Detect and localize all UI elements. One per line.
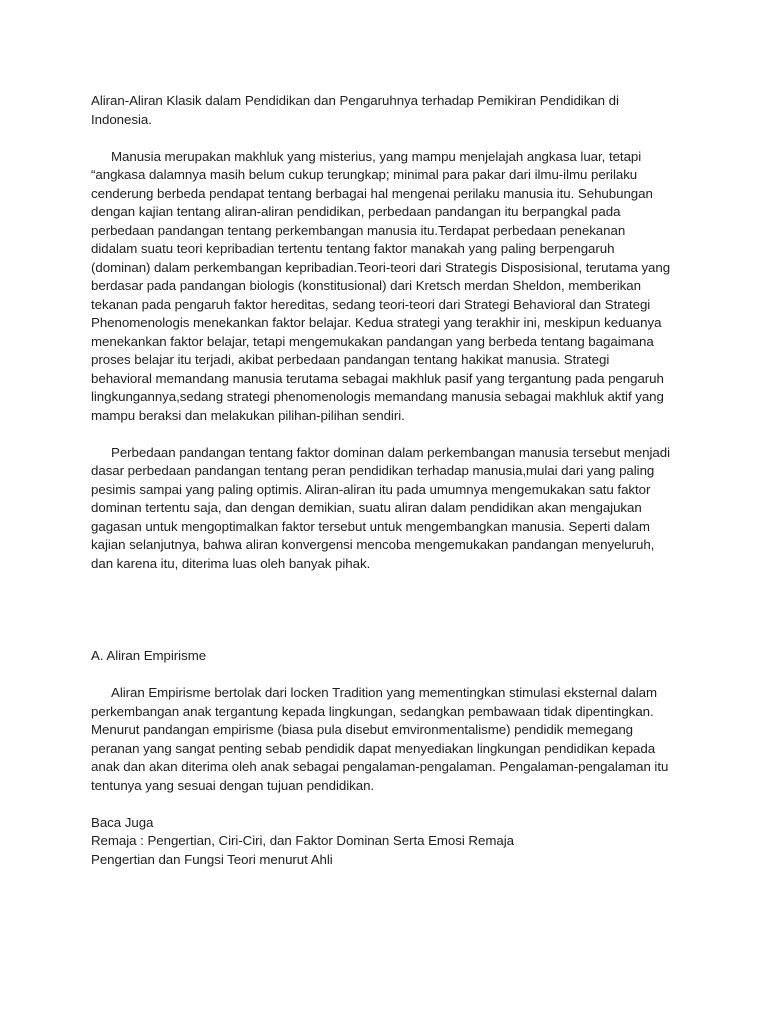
paragraph-gap: [91, 666, 671, 685]
see-also-link-remaja[interactable]: Remaja : Pengertian, Ciri-Ciri, dan Faktor Dominan Serta Emosi Remaja: [91, 833, 514, 848]
paragraph-intro: Manusia merupakan makhluk yang misterius, yang mampu menjelajah angkasa luar, tetapi “angkasa dalamnya masih belum cukup terungkap; minimal para pakar dari ilmu-ilmu perilaku cenderung berbeda pendapat tentang berbagai hal mengenai perilaku manusia itu. Sehubungan dengan kajian tentang aliran-aliran pendidikan, perbedaan pandangan itu berpangkal pada perbedaan pandangan tentang perkembangan manusia itu.Terdapat perbedaan penekanan didalam suatu teori kepribadian tertentu tentang faktor manakah yang paling berpengaruh (dominan) dalam perkembangan kepribadian.Teori-teori dari Strategis Disposisional, terutama yang berdasar pada pandangan biologis (konstitusional) dari Kretsch merdan Sheldon, memberikan tekanan pada pengaruh faktor hereditas, sedang teori-teori dari Strategi Behavioral dan Strategi Phenomenologis menekankan faktor belajar. Kedua strategi yang terakhir ini, meskipun keduanya menekankan faktor belajar, tetapi mengemukakan pandangan yang berbeda tentang bagaimana proses belajar itu terjadi, akibat perbedaan pandangan tentang hakikat manusia. Strategi behavioral memandang manusia terutama sebagai makhluk pasif yang tergantung pada pengaruh lingkungannya,sedang strategi phenomenologis memandang manusia sebagai makhluk aktif yang mampu beraksi dan melakukan pilihan-pilihan sendiri.: [91, 148, 671, 423]
document-body: [91, 92, 671, 869]
paragraph-gap: [91, 795, 671, 814]
paragraph-dominant-factor: Perbedaan pandangan tentang faktor dominan dalam perkembangan manusia tersebut menjadi dasar perbedaan pandangan tentang peran pendidikan terhadap manusia,mulai dari yang paling pesimis sampai yang paling optimis. Aliran-aliran itu pada umumnya mengemukakan satu faktor dominan tertentu saja, dan dengan demikian, suatu aliran dalam pendidikan akan mengajukan gagasan untuk mengoptimalkan faktor tersebut untuk mengembangkan manusia. Seperti dalam kajian selanjutnya, bahwa aliran konvergensi mencoba mengemukakan pandangan menyeluruh, dan karena itu, diterima luas oleh banyak pihak.: [91, 444, 670, 571]
paragraph-gap: [91, 129, 671, 148]
see-also-label: Baca Juga: [91, 814, 154, 830]
section-heading-empirisme: A. Aliran Empirisme: [91, 648, 207, 663]
section-gap: [91, 573, 671, 647]
see-also-link-teori[interactable]: Pengertian dan Fungsi Teori menurut Ahli: [91, 851, 333, 867]
paragraph-gap: [91, 425, 671, 444]
document-title: Aliran-Aliran Klasik dalam Pendidikan dan Pengaruhnya terhadap Pemikiran Pendidikan di Indonesia.: [91, 93, 619, 127]
paragraph-empirisme: Aliran Empirisme bertolak dari locken Tradition yang mementingkan stimulasi eksternal dalam perkembangan anak tergantung kepada lingkungan, sedangkan pembawaan tidak dipentingkan. Menurut pandangan empirisme (biasa pula disebut emvironmentalisme) pendidik memegang peranan yang sangat penting sebab pendidik dapat menyediakan lingkungan pendidikan kepada anak dan akan diterima oleh anak sebagai pengalaman-pengalaman. Pengalaman-pengalaman itu tentunya yang sesuai dengan tujuan pendidikan.: [91, 685, 669, 793]
